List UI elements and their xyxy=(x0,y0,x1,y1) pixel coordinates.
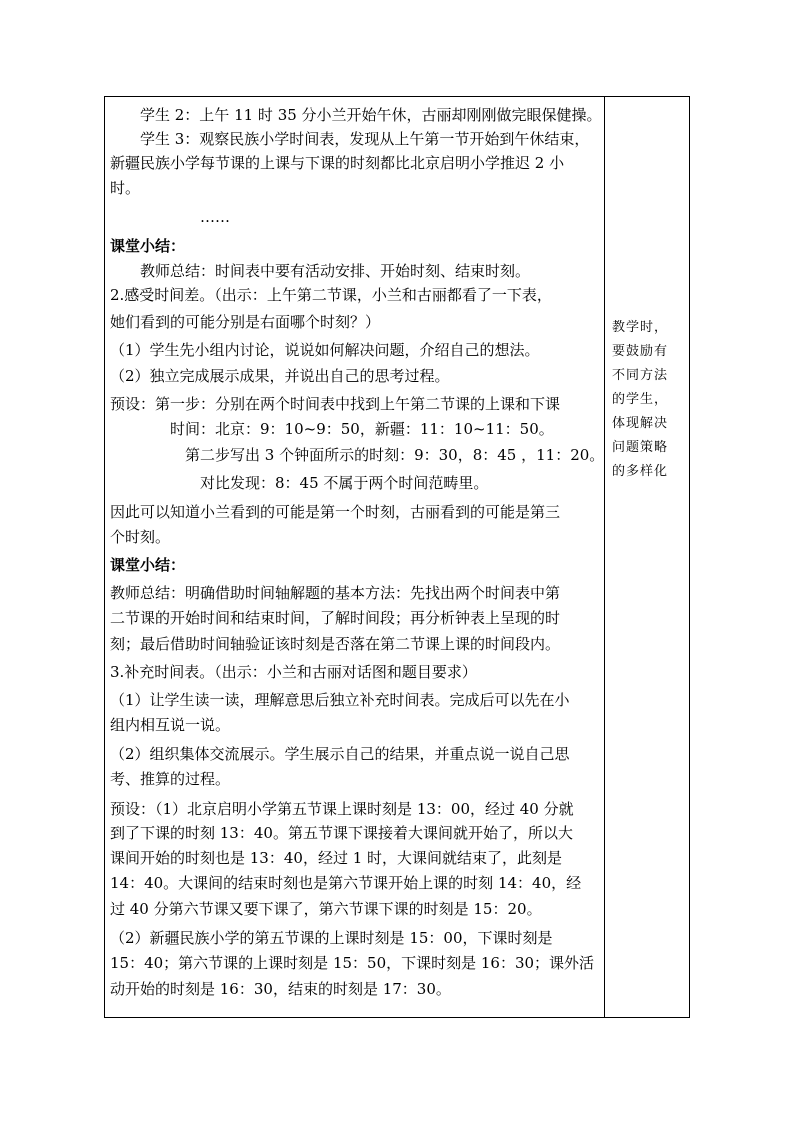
text-line: 第二步写出 3 个钟面所示的时刻：9：30，8：45 ，11：20。 xyxy=(185,446,605,464)
side-note-line: 问题策略 xyxy=(612,440,669,455)
text-line: 3.补充时间表。（出示：小兰和古丽对话图和题目要求） xyxy=(110,663,477,681)
text-line: 教师总结：时间表中要有活动安排、开始时刻、结束时刻。 xyxy=(140,262,531,280)
section-heading: 课堂小结： xyxy=(110,556,186,574)
text-line: （1）学生先小组内讨论，说说如何解决问题，介绍自己的想法。 xyxy=(110,341,540,359)
side-note-line: 要鼓励有 xyxy=(612,344,669,359)
text-line: …… xyxy=(200,208,230,226)
text-line: 考、推算的过程。 xyxy=(110,770,231,788)
text-line: （2）组织集体交流展示。学生展示自己的结果，并重点说一说自己思 xyxy=(110,745,570,763)
text-line: 到了下课的时刻 13：40。第五节课下课接着大课间就开始了，所以大 xyxy=(110,824,573,842)
text-line: 动开始的时刻是 16：30，结束的时刻是 17：30。 xyxy=(110,980,451,998)
text-line: 15：40；第六节课的上课时刻是 15：50，下课时刻是 16：30；课外活 xyxy=(110,954,595,972)
text-line: 预设：（1）北京启明小学第五节课上课时刻是 13：00，经过 40 分就 xyxy=(110,800,574,818)
side-note-line: 的多样化 xyxy=(612,464,669,479)
text-line: （1）让学生读一读，理解意思后独立补充时间表。完成后可以先在小 xyxy=(110,691,570,709)
section-heading: 课堂小结： xyxy=(110,237,186,255)
text-line: 预设：第一步：分别在两个时间表中找到上午第二节课的上课和下课 xyxy=(110,395,561,413)
side-note-line: 的学生， xyxy=(612,392,669,407)
column-divider xyxy=(604,96,605,1018)
text-line: 学生 3：观察民族小学时间表，发现从上午第一节开始到午休结束， xyxy=(140,130,590,148)
side-note-line: 体现解决 xyxy=(612,416,669,431)
text-line: 学生 2：上午 11 时 35 分小兰开始午休，古丽却刚刚做完眼保健操。 xyxy=(140,106,602,124)
text-line: 课间开始的时刻也是 13：40，经过 1 时，大课间就结束了，此刻是 xyxy=(110,849,563,867)
text-line: 14：40。大课间的结束时刻也是第六节课开始上课的时刻 14：40，经 xyxy=(110,874,582,892)
text-line: 刻；最后借助时间轴验证该时刻是否落在第二节课上课的时间段内。 xyxy=(110,635,561,653)
text-line: 二节课的开始时间和结束时间，了解时间段；再分析钟表上呈现的时 xyxy=(110,609,561,627)
side-note-line: 不同方法 xyxy=(612,368,669,383)
side-note-line: 教学时， xyxy=(612,320,669,335)
text-line: 组内相互说一说。 xyxy=(110,716,231,734)
text-line: （2）独立完成展示成果，并说出自己的思考过程。 xyxy=(110,367,450,385)
text-line: 因此可以知道小兰看到的可能是第一个时刻，古丽看到的可能是第三 xyxy=(110,503,561,521)
text-line: 对比发现：8：45 不属于两个时间范畴里。 xyxy=(200,474,489,492)
text-line: （2）新疆民族小学的第五节课的上课时刻是 15：00，下课时刻是 xyxy=(110,929,553,947)
text-line: 2.感受时间差。（出示：上午第二节课，小兰和古丽都看了一下表， xyxy=(110,286,552,304)
text-line: 教师总结：明确借助时间轴解题的基本方法：先找出两个时间表中第 xyxy=(110,584,561,602)
text-line: 时。 xyxy=(110,179,141,197)
text-line: 新疆民族小学每节课的上课与下课的时刻都比北京启明小学推迟 2 小 xyxy=(110,154,565,172)
text-line: 个时刻。 xyxy=(110,528,171,546)
text-line: 时间：北京：9：10~9：50，新疆：11：10~11：50。 xyxy=(170,420,554,438)
text-line: 过 40 分第六节课又要下课了，第六节课下课的时刻是 15：20。 xyxy=(110,900,542,918)
text-line: 她们看到的可能分别是右面哪个时刻？） xyxy=(110,313,381,331)
